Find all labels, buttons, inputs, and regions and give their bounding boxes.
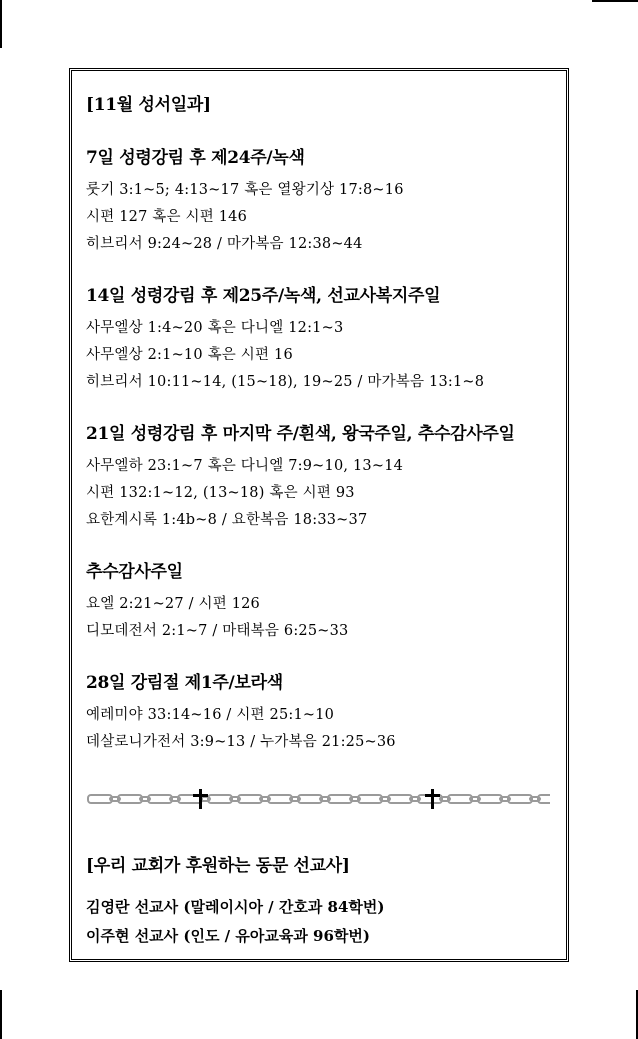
lectionary-content <box>86 90 556 779</box>
section-heading: 추수감사주일 <box>86 562 183 582</box>
lectionary-section <box>86 143 556 258</box>
reading-line: 사무엘상 1:4~20 혹은 다니엘 12:1~3 <box>86 320 344 336</box>
section-heading: 7일 성령강림 후 제24주/녹색 <box>86 148 305 168</box>
section-heading: 21일 성령강림 후 마지막 주/흰색, 왕국주일, 추수감사주일 <box>86 424 515 444</box>
chain-link <box>268 795 292 803</box>
cross-chain-divider-icon <box>86 786 550 812</box>
chain-link <box>208 795 232 803</box>
missionary-list <box>86 893 385 951</box>
missionary-section-title: [우리 교회가 후원하는 동문 선교사] <box>86 856 350 876</box>
reading-line: 요한계시록 1:4b~8 / 요한복음 18:33~37 <box>86 512 368 528</box>
reading-line: 룻기 3:1~5; 4:13~17 혹은 열왕기상 17:8~16 <box>86 182 404 198</box>
chain-link <box>358 795 382 803</box>
page-title: [11월 성서일과] <box>86 95 211 115</box>
reading-line: 사무엘상 2:1~10 혹은 시편 16 <box>86 347 293 363</box>
chain-link <box>328 795 352 803</box>
lectionary-section <box>86 419 556 534</box>
missionary-entry: 김영란 선교사 (말레이시아 / 간호과 84학번) <box>86 898 385 916</box>
chain-link <box>88 795 112 803</box>
chain-link <box>388 795 412 803</box>
crop-mark-bottom-left <box>0 990 2 1039</box>
reading-line: 디모데전서 2:1~7 / 마태복음 6:25~33 <box>86 623 349 639</box>
missionary-entry: 이주현 선교사 (인도 / 유아교육과 96학번) <box>86 927 371 945</box>
lectionary-section <box>86 668 556 756</box>
reading-line: 히브리서 10:11~14, (15~18), 19~25 / 마가복음 13:1~8 <box>86 374 485 390</box>
reading-line: 사무엘하 23:1~7 혹은 다니엘 7:9~10, 13~14 <box>86 458 404 474</box>
chain-link <box>238 795 262 803</box>
section-heading: 14일 성령강림 후 제25주/녹색, 선교사복지주일 <box>86 286 441 306</box>
chain-link <box>448 795 472 803</box>
chain-link <box>148 795 172 803</box>
reading-line: 예레미야 33:14~16 / 시편 25:1~10 <box>86 707 335 723</box>
chain-link <box>478 795 502 803</box>
chain-link <box>118 795 142 803</box>
reading-line: 요엘 2:21~27 / 시편 126 <box>86 596 260 612</box>
chain-link <box>508 795 532 803</box>
chain-link <box>298 795 322 803</box>
reading-line: 시편 127 혹은 시편 146 <box>86 209 248 225</box>
reading-line: 시편 132:1~12, (13~18) 혹은 시편 93 <box>86 485 355 501</box>
reading-line: 데살로니가전서 3:9~13 / 누가복음 21:25~36 <box>86 734 396 750</box>
reading-line: 히브리서 9:24~28 / 마가복음 12:38~44 <box>86 236 363 252</box>
section-heading: 28일 강림절 제1주/보라색 <box>86 673 283 693</box>
crop-mark-top-right <box>592 0 638 2</box>
lectionary-section <box>86 281 556 396</box>
lectionary-section <box>86 557 556 645</box>
crop-mark-top-left <box>0 0 2 48</box>
